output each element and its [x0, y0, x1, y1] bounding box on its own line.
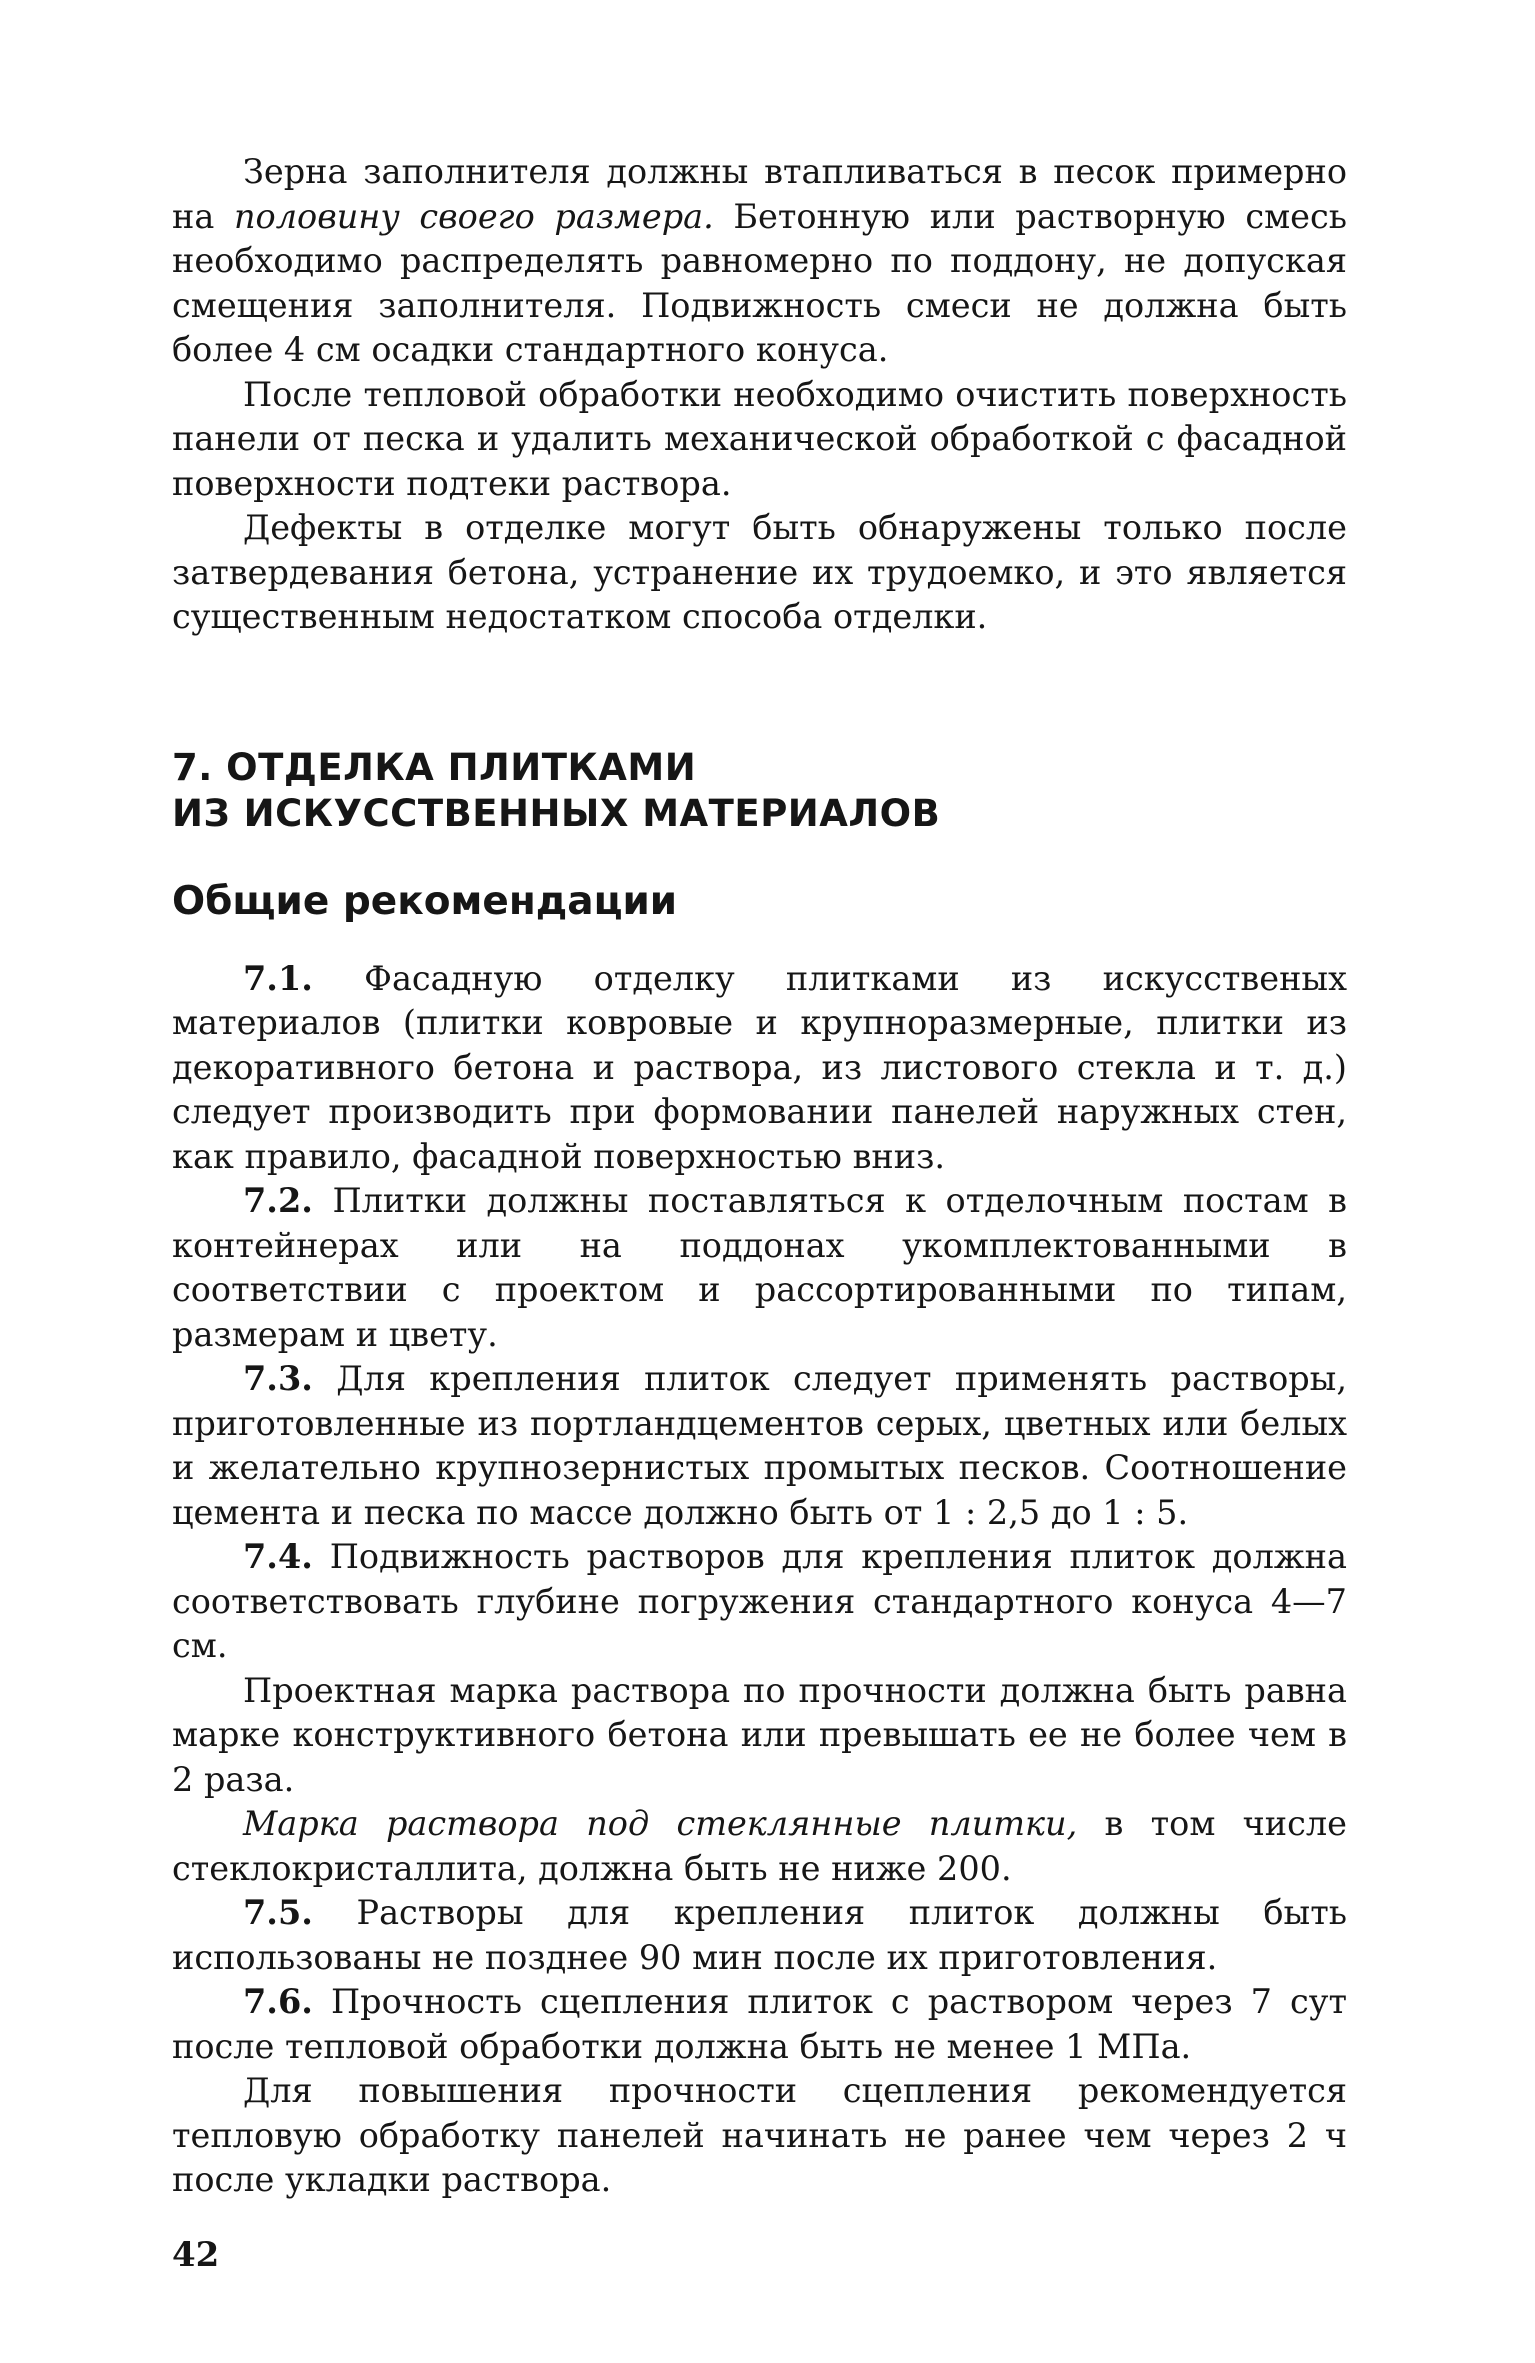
item-number: 7.1. — [243, 958, 313, 998]
italic-text: половину своего размера. — [233, 196, 714, 236]
item-7-4 — [172, 1535, 1347, 1669]
item-7-4-paragraph-2: Проектная марка раствора по прочности должна быть равна марке конструктивного бетона или превышать ее не более чем в 2 раза. — [172, 1670, 1347, 1799]
section-title-line-1: 7. ОТДЕЛКА ПЛИТКАМИ — [172, 745, 697, 789]
item-text: Фасадную отделку плитками из искусственых материалов (плитки ковровые и крупноразмерные, плитки из декоративного бетона и раствора, из листового стекла и т. д.) следует производить при формовании панелей наружных стен, как правило, фасадной поверхностью вниз. — [172, 958, 1347, 1176]
section-title-line-2: ИЗ ИСКУССТВЕННЫХ МАТЕРИАЛОВ — [172, 791, 941, 835]
paragraph-text: Бетонную или растворную смесь необходимо распределять равномерно по поддону, не допуская смещения заполнителя. Подвижность смеси не должна быть более 4 см осадки стандартного конуса. — [172, 196, 1347, 369]
item-text: Для крепления плиток следует применять растворы, приготовленные из портландцементов серых, цветных или белых и желательно крупнозернистых промытых песков. Соотношение цемента и песка по массе должно быть от 1 : 2,5 до 1 : 5. — [172, 1359, 1347, 1532]
item-7-2 — [172, 1179, 1347, 1357]
paragraph-defects: Дефекты в отделке могут быть обнаружены только после затвердевания бетона, устранение их трудоемко, и это является существенным недостатком способа отделки. — [172, 508, 1347, 636]
item-number: 7.3. — [243, 1359, 313, 1398]
item-number: 7.6. — [243, 1982, 313, 2021]
item-7-6-paragraph-2: Для повышения прочности сцепления рекомендуется тепловую обработку панелей начинать не ранее чем через 2 ч после укладки раствора. — [172, 2071, 1347, 2199]
item-number: 7.5. — [243, 1893, 313, 1932]
item-text: Растворы для крепления плиток должны быть использованы не позднее 90 мин после их приготовления. — [172, 1893, 1347, 1977]
item-number: 7.2. — [243, 1181, 313, 1220]
item-7-6 — [172, 1980, 1347, 2069]
paragraph-text: в том числе стеклокристаллита, должна быть не ниже 200. — [172, 1804, 1347, 1888]
item-text: Плитки должны поставляться к отделочным постам в контейнерах или на поддонах укомплектованными в соответствии с проектом и рассортированными по типам, размерам и цвету. — [172, 1181, 1347, 1354]
item-text: Подвижность растворов для крепления плиток должна соответствовать глубине погружения стандартного конуса 4—7 см. — [172, 1537, 1347, 1665]
section-title — [172, 745, 1347, 837]
page-number: 42 — [172, 2235, 220, 2275]
item-text: Прочность сцепления плиток с раствором через 7 сут после тепловой обработки должна быть не менее 1 МПа. — [172, 1982, 1347, 2066]
page-content — [172, 150, 1347, 2203]
item-number: 7.4. — [243, 1537, 313, 1576]
paragraph-text: Зерна заполнителя должны втапливаться в песок примерно на — [172, 152, 1347, 236]
italic-text: Марка раствора под стеклянные плитки, — [243, 1804, 1078, 1843]
subsection-title: Общие рекомендации — [172, 878, 678, 924]
item-7-3 — [172, 1357, 1347, 1535]
item-7-5 — [172, 1891, 1347, 1980]
item-7-4-paragraph-3 — [172, 1802, 1347, 1891]
paragraph-aggregate — [172, 150, 1347, 373]
item-7-1 — [172, 957, 1347, 1180]
paragraph-cleaning: После тепловой обработки необходимо очистить поверхность панели от песка и удалить механической обработкой с фасадной поверхности подтеки раствора. — [172, 374, 1347, 503]
